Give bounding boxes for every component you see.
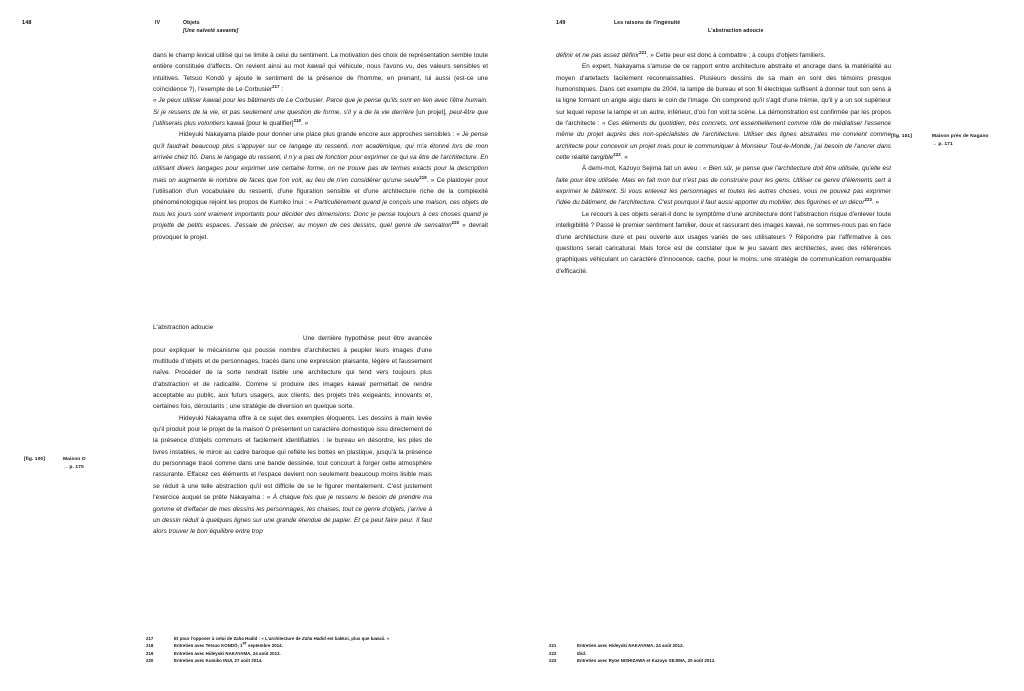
left-body-column-bottom (153, 322, 432, 538)
margin-note-fig-101-label: Maison près de Nagano (932, 134, 989, 139)
text-run: À demi-mot, Kazuyo Sejima fait un aveu : (582, 165, 704, 173)
right-body-column (556, 50, 891, 277)
footnote-row (146, 642, 498, 650)
margin-note-fig-101-page-ref[interactable]: → p. 171 (932, 142, 953, 147)
text-run: » devrait provoquer le projet. (153, 222, 488, 241)
quote-roman: kawaii [pour le qualifier] (226, 120, 294, 128)
paragraph-hypothese (153, 333, 432, 412)
block-quote-kondo (153, 95, 488, 129)
text-run: . » Cette peur est donc à combattre ; à coups d'objets familiers. (646, 52, 826, 59)
text-run: Ce plaidoyer pour l'utilisation d'un vocabulaire du ressenti, d'une figuration sensible et d'une architecture riche de la complexité phénoménologique rejoint les propos de Kumiko Inui : (153, 176, 488, 207)
footnote-ref-221: 221 (639, 49, 647, 55)
footnote-ref-218: 218 (293, 117, 302, 123)
text-run: Hideyuki Nakayama plaide pour donner une place plus grande encore aux approches sensibles : (179, 131, 457, 139)
text-run: Et pour l'opposer à celui de Zaha Hadid : « L'architecture de (174, 635, 303, 641)
footnote-ref-217: 217 (272, 83, 280, 89)
paragraph-sejima (556, 163, 891, 208)
footnote-number: 217 (146, 635, 154, 641)
text-run: permettait de rendre acceptable au public, aux futurs usagers, aux clients, des projets très exigeants, innovants et, certaines fois, déroutants ; une stratégie de diversion en quelque sorte. (153, 380, 433, 411)
footnote-text (174, 635, 498, 643)
text-run: . » (871, 199, 880, 207)
running-head-subtitle-right: L'abstraction adoucie (708, 28, 764, 34)
paragraph-conclusion (556, 209, 891, 277)
left-body-column-top (153, 50, 488, 243)
paragraph-nakayama (153, 129, 488, 242)
quote-roman: [un projet] (416, 108, 446, 116)
quote-italic: , peut-être que j'utiliserais plus volontiers (153, 108, 488, 128)
italic-run: Ibid. (577, 650, 587, 656)
footnote-number: 222 (549, 650, 557, 656)
text-run: , ne sommes-nous pas en face d'une architecture dure et peu ouverte aux usages variés de ses utilisateurs ? Répondre par l'affirmative à ces questions serait caricatural. Mais force est de constater que le jeu savant des architectes, avec des références graphiques véhiculant un caractère d'innocence, cache, pour le moins, une stratégie de communication remarquable d'efficacité. (556, 222, 891, 275)
footnote-number: 223 (549, 658, 557, 664)
ordinal-sup: er (242, 640, 247, 646)
footnote-text: Entretien avec Hideyuki NAKAYAMA, 24 août 2012. (174, 650, 281, 656)
folio-left: 148 (22, 20, 32, 26)
margin-note-fig-100-page-ref[interactable]: → p. 170 (63, 465, 84, 470)
text-run: qui véhicule, nous l'avons vu, des valeurs sensibles et intuitives. Tetsuo Kondō y ajoute le sentiment de la présence de l'homme, en prenant, lui aussi (est-ce une coïncidence ?), l'exemple de Le Corbusier (153, 63, 488, 94)
footnote-row (549, 642, 901, 650)
footnote-ref-223: 223 (864, 197, 872, 203)
footnote-row (146, 635, 498, 643)
footnote-ref-219: 219 (419, 174, 427, 180)
italic-run: Zaha Hadid (302, 635, 326, 641)
paragraph-quote-continued (556, 50, 891, 61)
footnote-row (146, 650, 498, 658)
quote-italic: « Bien sûr, je pense que l'architecture doit être utilisée, qu'elle est faite pour être utilisée. Mais en fait mon but n'est pas de construire pour les gens. Utiliser ce genre d'éléments sert à exprimer le bâtiment. Si vous enlevez les personnages et toutes les autres choses, vous ne pouvez pas exprimer l'idée du bâtiment, de l'architecture. C'est pourquoi il faut aussi apporter du mobilier, des figurines et un décor (556, 165, 891, 207)
text-run: . » (301, 120, 309, 128)
text-run: En expert, Nakayama s'amuse de ce rapport entre architecture abstraite et ancrage dans la matérialité au moyen d'artefacts facilement reconnaissables. Plusieurs dessins de sa main en sont des témoins presque humoristiques. Dans cet exemple de 2004, la lampe de bureau et son fil électrique suffisent à donner tout son sens à la ligne formant un angle aigu dans le coin de l'image. On comprend qu'il s'agit d'une trémie, qu'il y a un sol supérieur sur lequel repose la lampe et un autre, inférieur, d'où l'on voit la scène. La démonstration est confirmée par les propos de l'architecte : (556, 63, 891, 128)
running-head-subtitle: [Une naïveté savante] (183, 28, 239, 34)
italic-kawaii: kawaii (785, 222, 804, 230)
running-head-part: IV (155, 20, 161, 26)
italic-kawaii: kawaii (307, 63, 325, 71)
footnote-number: 221 (549, 643, 557, 649)
section-heading-abstraction-adoucie: L'abstraction adoucie (153, 324, 214, 331)
footnote-row (146, 657, 498, 665)
left-footnotes (146, 635, 498, 665)
paragraph-217 (153, 50, 488, 95)
text-run: . » (620, 154, 628, 162)
quote-italic: « Particulièrement quand je conçois une maison, ces objets de tous les jours sont vraiment importants pour décider des dimensions. Donc je pense toujours à ces choses quand je projette de petits espaces. J'essaie de préciser, au moyen de ces dessins, quel genre de sensation (153, 199, 488, 230)
text-run: Entretien avec Tetsuo KONDŌ, 1 (174, 643, 243, 649)
footnote-row (549, 650, 901, 658)
right-page (512, 0, 1024, 691)
running-head-chapter: Objets (183, 20, 200, 26)
quote-italic: « Je peux utiliser kawaii pour les bâtiments de Le Corbusier. Parce que je pense qu'ils sont en lien avec l'être humain. Si je ressens de la vie, et pas seulement une question de forme, s'il y a de la vie derrière (153, 97, 488, 116)
paragraph-en-expert (556, 61, 891, 163)
text-run: . » (426, 176, 435, 184)
quote-italic: définir et ne pas assez définir (556, 52, 640, 59)
italic-kawaii: kawaii (347, 380, 366, 388)
footnote-text (174, 642, 498, 650)
quote-italic: « Je pense qu'il faudrait beaucoup plus s'appuyer sur ce langage du ressenti, non académique, qui m'a étonné lors de mon arrivée chez Itō. Dans le langage du ressenti, il n'y a pas de fonction pour exprimer ce qui va être de l'architecture. En utilisant divers langages pour exprimer une certaine forme, on ne trouve pas de termes exacts pour la description mais on augmente le nombre de faces que l'on voit, au lieu de n'en considérer qu'une seule (153, 131, 488, 184)
right-footnotes (549, 642, 901, 665)
footnote-number: 219 (146, 650, 154, 656)
footnote-ref-222: 222 (613, 151, 621, 157)
text-run: septembre 2014. (246, 643, 283, 649)
margin-note-fig-100-label: Maison O (63, 457, 86, 462)
text-run: dans le champ lexical utilisé qui se limite à celui du sentiment. La motivation des choix de représentation semble toute entière constituée d'affects. On revient ainsi au mot (153, 52, 488, 71)
quote-italic: « À chaque fois que je ressens le besoin de prendre ma gomme et d'effacer de mes dessins les personnages, les chaises, tout ce genre d'objets, j'arrive à un dessin réduit à quelques lignes sur une grande étendue de papier. Et ça peut faire peur. Il faut alors trouver le bon équilibre entre trop (153, 494, 432, 536)
margin-note-fig-100-number: [fig. 100] (24, 457, 45, 462)
footnote-row (549, 657, 901, 665)
folio-right: 149 (556, 20, 566, 26)
text-run: Hideyuki Nakayama offre à ce sujet des exemples éloquents. Les dessins à main levée qu'il produit pour le projet de la maison O présentent un caractère domestique issu directement de la présence d'objets communs et facilement identifiables : le bureau en désordre, les piles de livres instables, le miroir au cadre baroque qui reflète les bottes en plastique, jusqu'à la présence du personnage tracé comme dans une bande dessinée, tout concourt à forger cette atmosphère rassurante. Effacez ces éléments et l'espace devient non seulement beaucoup moins lisible mais se réduit à une telle abstraction qu'il est difficile de se le figurer mentalement. C'est justement l'exercice auquel se prête Nakayama : (153, 414, 432, 502)
text-run: est kakkoi, plus que kawaii. » (325, 635, 390, 641)
footnote-text: Entretien avec Kumiko INUI, 27 août 2014. (174, 658, 263, 664)
footnote-text: Entretien avec Ryūe NISHIZAWA et Kazuyo SEJIMA, 20 août 2012. (577, 658, 716, 664)
text-run: Le recours à ces objets serait-il donc le symptôme d'une architecture dont l'abstraction risque d'enlever toute intelligibilité ? Passé le premier sentiment familier, doux et rassurant des images (556, 210, 891, 230)
text-run: : (279, 86, 284, 94)
running-head-chapter-right: Les raisons de l'ingénuité (614, 20, 681, 26)
margin-note-fig-101-number: [fig. 101] (891, 134, 912, 139)
footnote-text (577, 650, 901, 658)
paragraph-maison-o (153, 413, 432, 538)
quote-italic: « Ces éléments du quotidien, très concrets, ont essentiellement comme rôle de médiatiser l'essence même du projet auprès des non-spécialistes de l'architecture. Utiliser des lignes abstraites me convient comme architecte pour concevoir un projet mais pour le communiquer à Monsieur Tout-le-Monde, j'ai besoin de l'ancrer dans cette réalité tangible (556, 120, 891, 162)
text-run: Une dernière hypothèse peut être avancée pour expliquer le mécanisme qui pousse nombre d'architectes à peupler leurs images d'une multitude d'objets et de personnages, tracés dans une expression plaisante, légère et faussement naïve. Procéder de la sorte rendrait lisible une architecture qui tend vers toujours plus d'abstraction et de radicalité. Comme si produire des images (153, 335, 432, 388)
footnote-ref-220: 220 (451, 220, 460, 226)
footnote-text: Entretien avec Hideyuki NAKAYAMA, 24 août 2012. (577, 643, 684, 649)
footnote-number: 218 (146, 643, 154, 649)
footnote-number: 220 (146, 658, 154, 664)
